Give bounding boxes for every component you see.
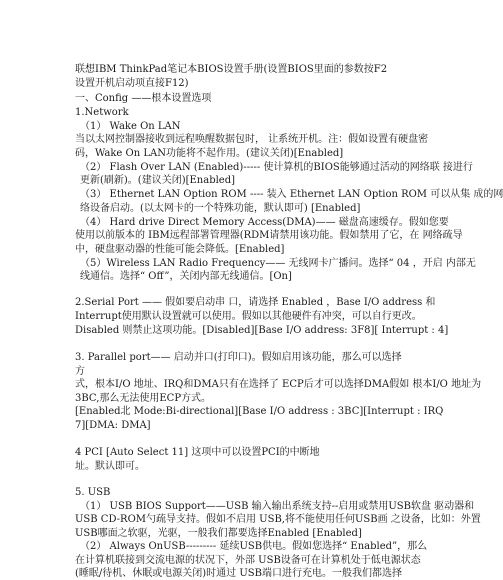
text-line: (睡眠/待机、休眠或电源关闭)时通过 USB端口进行充电。一般我们都选择 — [75, 568, 402, 579]
text-line: 在计算机联接到交流电源的状况下，外部 USB设备可在计算机处于低电源状态 — [75, 555, 421, 566]
text-line: （2） Always OnUSB--------- 延续USB供电。假如您选择“ Enabled”，那么 — [80, 541, 428, 552]
text-line: 更新(刷新)。(建议关闭)[Enabled] — [80, 175, 236, 186]
text-line: 中，硬盘驱动器的性能可能会降低。[Enabled] — [75, 244, 285, 255]
text-line: （1） Wake On LAN — [80, 121, 181, 132]
text-line: Disabled 则禁止这项功能。[Disabled][Base I/O address: 3F8][ Interrupt : 4] — [75, 325, 449, 336]
text-line: USB哪面之软驱，光驱，一般我们都要选择Enabled [Enabled] — [75, 528, 362, 539]
text-line: 使用以前版本的 IBM远程部署管理器(RDM请禁用该功能。假如禁用了它，在 网络疏导 — [75, 230, 463, 241]
text-line: 式，根本I/O 地址、IRQ和DMA只有在选择了 ECP后才可以选择DMA假如 根本I/O 地址为 — [75, 379, 482, 390]
text-line: 码，Wake On LAN功能将不起作用。(建议关闭)[Enabled] — [75, 148, 344, 159]
text-line: [Enabled北 Mode:Bi-directional][Base I/O address : 3BC][Interrupt : IRQ — [75, 406, 444, 417]
text-line: 3. Parallel port—— 启动并口(打印口)。假如启用该功能，那么可以选择 — [75, 352, 402, 363]
text-line: 2.Serial Port —— 假如要启动串 口，请选择 Enabled ，Base I/O address 和 — [75, 297, 436, 308]
text-line: 联想IBM ThinkPad笔记本BIOS设置手册(设置BIOS里面的参数按F2 — [75, 64, 388, 75]
text-line: 5. USB — [75, 487, 111, 498]
text-line: （1） USB BIOS Support——USB 输入输出系统支持--启用或禁用USB软盘 驱动器和 — [80, 501, 475, 512]
text-line: 方 — [75, 366, 85, 377]
text-line: 一、Config ——根本设置选项 — [75, 93, 212, 104]
text-line: 当以太网控制器接收到远程唤醒数据包时， 让系统开机。注：假如设置有硬盘密 — [75, 134, 429, 145]
text-line: Interrupt使用默认设置就可以使用。假如以其他硬件有冲突，可以自行更改。 — [75, 311, 422, 322]
text-line: （2） Flash Over LAN (Enabled)----- 使计算机的BIOS能够通过活动的网络联 接进行 — [80, 162, 473, 173]
text-line: （4） Hard drive Direct Memory Access(DMA)—— 磁盘高速缓存。假如您要 — [80, 217, 449, 228]
text-line: 线通信。选择“ Off”，关闭内部无线通信。[On] — [80, 271, 292, 282]
text-line: 3BC,那么无法使用ECP方式。 — [75, 393, 212, 404]
text-line: 设置开机启动项直接F12) — [75, 78, 189, 89]
text-line: 7][DMA: DMA] — [75, 420, 151, 431]
text-line: （3） Ethernet LAN Option ROM ---- 装入 Ethernet LAN Option ROM 可以从集 成的网 — [80, 189, 503, 200]
text-line: 4 PCI [Auto Select 11] 这项中可以设置PCI的中断地 — [75, 447, 320, 458]
text-line: 1.Network — [75, 107, 129, 118]
text-line: （5）Wireless LAN Radio Frequency—— 无线网卡广播问。选择“ 04 ，开启 内部无 — [80, 258, 476, 269]
text-line: 址。默认即可。 — [75, 461, 145, 472]
text-line: USB CD-ROM勺疏导支持。假如不启用 USB,将不能使用任何USB画 之设备，比如：外置 — [75, 514, 481, 525]
text-line: 络设备启动。(以太网卡的一个特殊功能，默认即可) [Enabled] — [80, 203, 361, 214]
